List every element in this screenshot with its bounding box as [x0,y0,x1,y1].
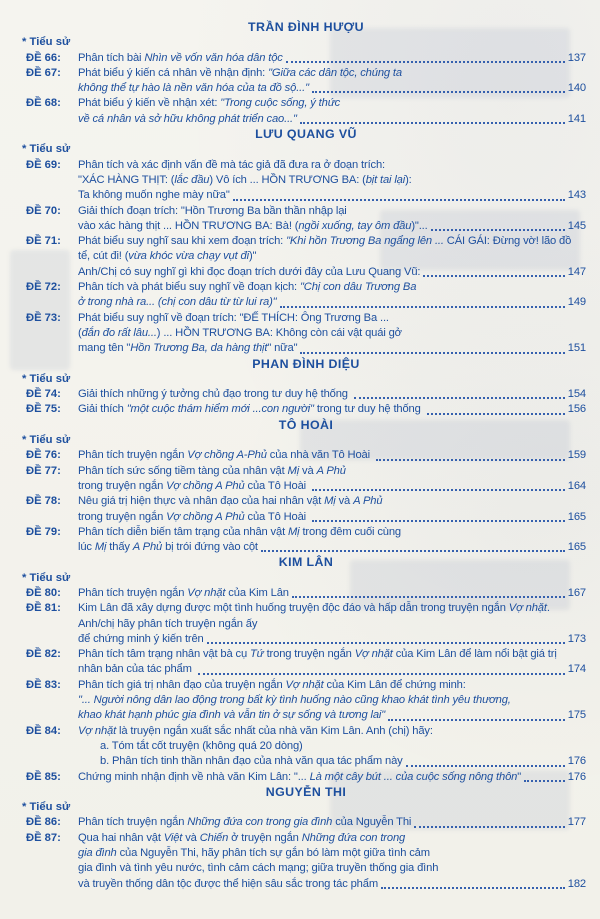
toc-line [78,96,586,111]
toc-line-text: vào xác hàng thịt ... HỒN TRƯƠNG BA: Bà! (ngồi xuống, tay ôm đầu)"... [78,219,428,232]
item-label: ĐỀ 78: [26,495,61,508]
item-content [78,234,586,280]
dot-leader [414,826,565,828]
item-label: ĐỀ 74: [26,388,61,401]
toc-item [26,448,586,463]
page-number: 141 [567,112,586,125]
toc-line [78,494,586,509]
toc-line-text: Phát biểu ý kiến về nhận xét: "Trong cuộc sống, ý thức [78,97,341,110]
toc-line [78,341,586,356]
toc-item [26,402,586,417]
section-heading: LƯU QUANG VŨ [255,127,357,142]
dot-leader [312,489,565,491]
page-number: 156 [567,403,586,416]
item-label: ĐỀ 68: [26,97,61,110]
toc-line [78,387,586,402]
toc-line [78,877,586,892]
item-label: ĐỀ 79: [26,525,61,538]
toc-line-text: Phân tích và phát biểu suy nghĩ về đoạn kịch: "Chị con dâu Trương Ba [78,281,417,294]
item-content [78,311,586,357]
tieu-su-label: * Tiểu sử [22,143,71,156]
toc-line [78,173,586,188]
tieu-su-label: * Tiểu sử [22,571,71,584]
tieu-su-label: * Tiểu sử [22,36,71,49]
toc-line [78,112,586,127]
toc-line [78,708,586,723]
toc-line-text: (đắn đo rất lâu...) ... HỒN TRƯƠNG BA: Không còn cái vật quái gở [78,326,402,339]
dot-leader [406,765,565,767]
toc-item [26,494,586,525]
toc-item [26,464,586,495]
toc-line [78,402,586,417]
toc-line [78,739,586,754]
section-heading: NGUYỄN THI [265,784,347,799]
toc-item [26,204,586,235]
page-number: 177 [567,816,586,829]
item-label: ĐỀ 70: [26,204,61,217]
page-number: 173 [567,632,586,645]
toc-line-text: lúc Mị thấy A Phủ bị trói đứng vào cột [78,541,258,554]
section-heading: KIM LÂN [278,555,334,570]
item-label: ĐỀ 84: [26,724,61,737]
tieu-su-label: * Tiểu sử [22,801,71,814]
item-label: ĐỀ 69: [26,158,61,171]
toc-line-text: tể, cút đi! (vừa khóc vừa chạy vụt đi)" [78,250,257,263]
dot-leader [198,673,565,675]
item-label: ĐỀ 75: [26,403,61,416]
page-number: 174 [567,663,586,676]
toc-line-text: Phát biểu suy nghĩ về đoạn trích: "ĐẾ THÍCH: Ông Trương Ba ... [78,311,389,324]
toc-line-text: mang tên "Hồn Trương Ba, da hàng thịt" nữa" [78,342,298,355]
toc-line-text: "XÁC HÀNG THỊT: (lắc đầu) Vô ích ... HỒN TRƯƠNG BA: (bịt tai lại): [78,173,412,186]
dot-leader [431,229,565,231]
toc-line-text: nhân bản của tác phẩm [78,663,195,676]
toc-line [78,770,586,785]
toc-line [78,632,586,647]
toc-line [78,479,586,494]
item-content [78,678,586,724]
dot-leader [261,550,565,552]
item-content [78,586,586,601]
toc-line-text: Phân tích truyện ngắn Vợ nhặt của Kim Lân [78,586,289,599]
toc-line-text: Phân tích truyện ngắn Những đứa con trong gia đình của Nguyễn Thi [78,816,412,829]
item-label: ĐỀ 71: [26,235,61,248]
item-content [78,770,586,785]
dot-leader [312,520,565,522]
item-content [78,831,586,892]
toc-line [78,219,586,234]
toc-line [78,204,586,219]
dot-leader [300,122,565,124]
section-heading: TRẦN ĐÌNH HƯỢU [248,20,364,34]
item-content [78,647,586,678]
item-content [78,66,586,97]
toc-line-text: Ta không muốn nghe mày nữa" [78,189,230,202]
toc-line-text: và truyền thống dân tộc được thể hiện sâu sắc trong tác phẩm [78,877,378,890]
toc-line [78,326,586,341]
item-label: ĐỀ 76: [26,449,61,462]
toc-line [78,265,586,280]
toc-line-text: khao khát hạnh phúc gia đình và vẫn tin ở sự sống và tương lai" [78,709,386,722]
page-number: 143 [567,189,586,202]
toc-item [26,96,586,127]
toc-item [26,525,586,556]
toc-line-text: Phân tích giá trị nhân đạo của truyện ngắn Vợ nhặt của Kim Lân để chứng minh: [78,678,466,691]
toc-line [78,693,586,708]
toc-line-text: a. Tóm tắt cốt truyện (không quá 20 dòng) [100,739,303,752]
tieu-su-label: * Tiểu sử [22,434,71,447]
section-heading: TÔ HOÀI [278,417,334,432]
page-number: 137 [567,51,586,64]
toc-line-text: Anh/Chị có suy nghĩ gì khi đọc đoạn trích dưới đây của Lưu Quang Vũ: [78,265,421,278]
page-number: 164 [567,479,586,492]
toc-item [26,586,586,601]
toc-line [78,448,586,463]
item-label: ĐỀ 73: [26,311,61,324]
item-content [78,204,586,235]
item-content [78,464,586,495]
item-label: ĐỀ 87: [26,831,61,844]
toc-line [78,510,586,525]
toc-line [78,647,586,662]
toc-line-text: Phân tích sức sống tiềm tàng của nhân vật Mị và A Phủ [78,464,346,477]
toc-line-text: để chứng minh ý kiến trên [78,632,204,645]
page-number: 147 [567,265,586,278]
dot-leader [286,61,565,63]
toc-item [26,647,586,678]
toc-line-text: Giải thích "một cuộc thám hiểm mới ...con người" trong tư duy hệ thống [78,403,424,416]
item-content [78,280,586,311]
toc-line-text: trong truyện ngắn Vợ chồng A Phủ của Tô Hoài [78,510,309,523]
toc-item [26,815,586,830]
item-label: ĐỀ 72: [26,281,61,294]
toc-line [78,234,586,249]
dot-leader [381,887,565,889]
dot-leader [376,459,565,461]
dot-leader [280,306,565,308]
item-label: ĐỀ 77: [26,464,61,477]
item-label: ĐỀ 81: [26,602,61,615]
item-content [78,525,586,556]
toc-line [78,540,586,555]
toc-line [78,846,586,861]
page-number: 167 [567,586,586,599]
page-number: 159 [567,449,586,462]
toc-line-text: gia đình của Nguyễn Thi, hãy phân tích sự gắn bó làm một giữa tình cảm [78,847,430,860]
toc-line-text: Phân tích bài Nhìn về vốn văn hóa dân tộc [78,51,283,64]
toc-line-text: Nêu giá trị hiện thực và nhân đạo của hai nhân vật Mị và A Phủ [78,495,383,508]
dot-leader [207,642,565,644]
toc-line-text: Phát biểu ý kiến cá nhân về nhận định: "Giữa các dân tộc, chúng ta [78,66,402,79]
item-label: ĐỀ 66: [26,51,61,64]
toc-line-text: Anh/chị hãy phân tích truyện ngắn ấy [78,617,258,630]
dot-leader [423,275,564,277]
toc-line [78,815,586,830]
toc-line-text: về cá nhân và sở hữu không phát triển cao..." [78,112,297,125]
toc-line [78,280,586,295]
toc-line [78,724,586,739]
toc-line [78,295,586,310]
item-content [78,815,586,830]
toc-line [78,601,586,616]
dot-leader [388,719,565,721]
dot-leader [312,91,565,93]
page-number: 151 [567,342,586,355]
toc-line-text: b. Phân tích tinh thần nhân đạo của nhà văn qua tác phẩm này [100,755,403,768]
page-number: 165 [567,541,586,554]
toc-line [78,81,586,96]
dot-leader [427,413,565,415]
item-content [78,448,586,463]
dot-leader [300,352,564,354]
page-number: 176 [567,770,586,783]
item-label: ĐỀ 86: [26,816,61,829]
toc-line-text: Chứng minh nhận định về nhà văn Kim Lân: "... Là một cây bút ... của cuộc sống nông thôn" [78,770,522,783]
toc-line-text: Phân tích tâm trạng nhân vật bà cụ Tứ trong truyện ngắn Vợ nhặt của Kim Lân để làm nổi bật giá trị [78,648,557,661]
toc-item [26,724,586,770]
toc-line-text: Giải thích những ý tưởng chủ đạo trong tư duy hệ thống [78,388,351,401]
toc-item [26,678,586,724]
toc-line-text: trong truyện ngắn Vợ chồng A Phủ của Tô Hoài [78,479,309,492]
page-number: 165 [567,510,586,523]
item-content [78,96,586,127]
toc-item [26,158,586,204]
toc-line [78,51,586,66]
toc-line [78,464,586,479]
toc-line-text: "... Người nông dân lao động trong bất kỳ tình huống nào cũng khao khát tình yêu thương, [78,694,511,707]
section-heading: PHAN ĐÌNH DIỆU [252,356,360,371]
toc-line [78,249,586,264]
page-number: 182 [567,877,586,890]
toc-item [26,280,586,311]
toc-line-text: gia đình và tình yêu nước, tình cảm cách mạng; giữa truyền thống gia đình [78,862,439,875]
page-number: 140 [567,82,586,95]
toc-line [78,586,586,601]
toc-item [26,51,586,66]
item-label: ĐỀ 80: [26,586,61,599]
toc-item [26,66,586,97]
page-number: 175 [567,709,586,722]
dot-leader [292,596,565,598]
toc-item [26,311,586,357]
toc-item [26,234,586,280]
toc-line-text: Phân tích diễn biến tâm trạng của nhân vật Mị trong đêm cuối cùng [78,525,401,538]
item-content [78,494,586,525]
toc-line-text: Qua hai nhân vật Việt và Chiến ở truyện ngắn Những đứa con trong [78,831,406,844]
toc-line [78,617,586,632]
toc-line [78,754,586,769]
toc-item [26,387,586,402]
toc-line-text: Kim Lân đã xây dựng được một tình huống truyện độc đáo và hấp dẫn trong truyện ngắn Vợ nhặt. [78,602,550,615]
dot-leader [354,397,565,399]
item-content [78,387,586,402]
tieu-su-label: * Tiểu sử [22,372,71,385]
page-number: 154 [567,388,586,401]
item-content [78,158,586,204]
toc-line-text: Phát biểu suy nghĩ sau khi xem đoạn trích: "Khi hồn Trương Ba ngẩng lên ... CÁI GÁI: Đừng vờ! lão đồ [78,235,572,248]
toc-line [78,662,586,677]
toc-line [78,158,586,173]
page-number: 176 [567,755,586,768]
toc-line [78,66,586,81]
toc [22,20,586,892]
item-content [78,51,586,66]
item-label: ĐỀ 85: [26,770,61,783]
page-number: 149 [567,296,586,309]
item-content [78,402,586,417]
page-number: 145 [567,219,586,232]
item-label: ĐỀ 67: [26,66,61,79]
toc-line-text: Phân tích và xác định vấn đề mà tác giả đã đưa ra ở đoạn trích: [78,158,386,171]
item-content [78,601,586,647]
toc-line [78,525,586,540]
toc-line-text: Vợ nhặt là truyện ngắn xuất sắc nhất của nhà văn Kim Lân. Anh (chị) hãy: [78,724,433,737]
toc-line [78,188,586,203]
toc-line [78,861,586,876]
toc-line-text: không thể tự hào là nền văn hóa của ta đồ sộ..." [78,82,309,95]
dot-leader [233,199,565,201]
toc-line [78,831,586,846]
toc-item [26,831,586,892]
toc-line-text: Phân tích truyện ngắn Vợ chồng A-Phủ của nhà văn Tô Hoài [78,449,373,462]
toc-item [26,601,586,647]
item-label: ĐỀ 82: [26,648,61,661]
dot-leader [524,780,565,782]
toc-line-text: ở trong nhà ra... (chị con dâu từ từ lui ra)" [78,296,277,309]
toc-item [26,770,586,785]
toc-line [78,311,586,326]
toc-line [78,678,586,693]
toc-line-text: Giải thích đoạn trích: "Hồn Trương Ba bần thần nhập lại [78,204,347,217]
item-label: ĐỀ 83: [26,678,61,691]
item-content [78,724,586,770]
